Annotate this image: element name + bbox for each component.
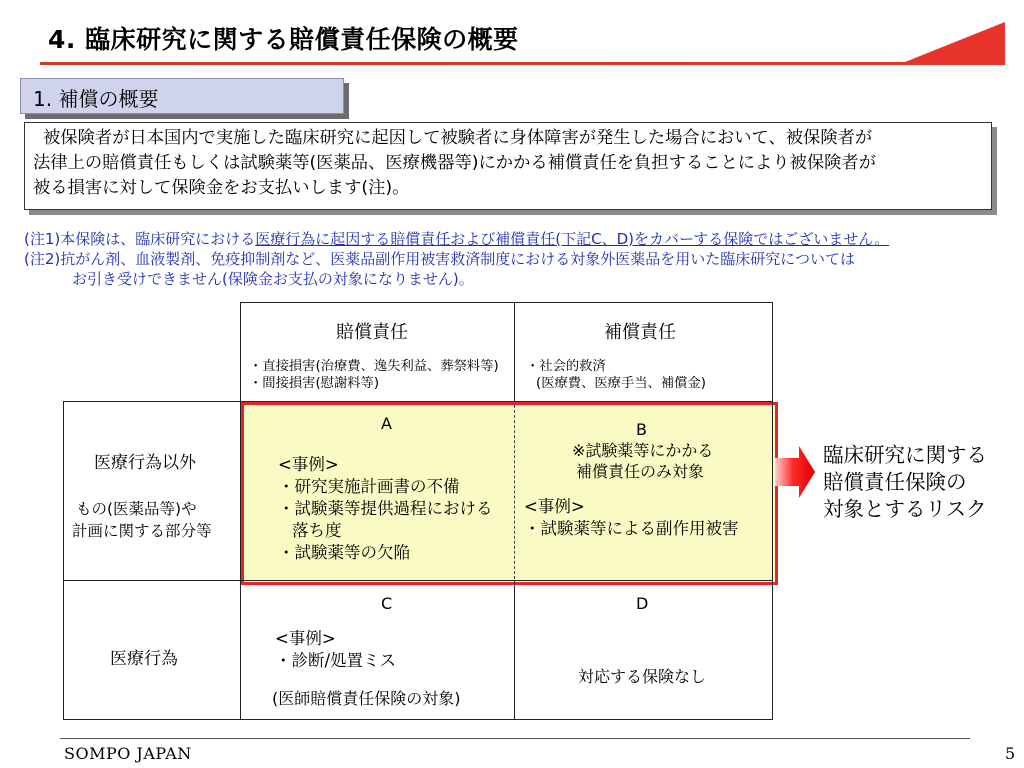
row-header-non-medical: 医療行為以外: [94, 453, 196, 473]
cell-b-note: [572, 440, 713, 482]
section-header: [20, 78, 344, 114]
col-liability-item: ・直接損害(治療費、逸失利益、葬祭料等): [249, 359, 499, 374]
note-1: [24, 229, 889, 249]
summary-line-1: 被保険者が日本国内で実施した臨床研究に起因して被験者に身体障害が発生した場合において、被保険者が: [43, 128, 873, 148]
grid-line: [514, 580, 515, 720]
col-compensation-item: ・社会的救済: [526, 359, 606, 374]
cell-a-example: ・試験薬等提供過程における: [278, 499, 493, 518]
summary-line-3: 被る損害に対して保険金をお支払いします(注)。: [33, 178, 410, 198]
grid-line: [772, 302, 773, 720]
cell-a-examples-title: <事例>: [278, 455, 339, 474]
title-underline: [40, 62, 1005, 65]
cell-divider-dashed: [514, 405, 515, 579]
note-1-prefix: (注1)本保険は、臨床研究における: [24, 230, 256, 248]
covered-risk-label-line: 賠償責任保険の: [823, 470, 967, 494]
covered-risk-label-line: 臨床研究に関する: [823, 443, 987, 467]
row-non-medical-sub-line: もの(医薬品等)や: [76, 500, 197, 518]
cell-b-letter: B: [636, 420, 647, 439]
cell-b-examples-title: <事例>: [524, 497, 585, 516]
note-2-line-1: (注2)抗がん剤、血液製剤、免疫抑制剤など、医薬品副作用被害救済制度における対象外医薬品を用いた臨床研究については: [24, 250, 855, 268]
page-title: 4. 臨床研究に関する賠償責任保険の概要: [48, 25, 519, 54]
arrow-right-icon: [775, 446, 815, 498]
grid-line: [240, 302, 773, 303]
summary-line-2: 法律上の賠償責任もしくは試験薬等(医薬品、医療機器等)にかかる補償責任を負担することにより被保険者が: [33, 153, 876, 173]
grid-line: [63, 401, 773, 402]
grid-line: [63, 719, 773, 720]
section-header-label: 1. 補償の概要: [33, 87, 159, 111]
cell-a-letter: A: [381, 414, 392, 433]
cell-b-example: ・試験薬等による副作用被害: [524, 519, 739, 538]
cell-b-note-line: ※試験薬等にかかる: [572, 441, 714, 460]
page-number: 5: [1005, 744, 1016, 763]
grid-line: [63, 580, 773, 581]
row-non-medical-sub-line: 計画に関する部分等: [72, 522, 212, 540]
cell-d-letter: D: [636, 594, 649, 613]
covered-risk-label: [823, 442, 987, 523]
col-compensation-item: (医療費、医療手当、補償金): [536, 376, 706, 391]
footer-divider: [60, 738, 970, 739]
cell-c-examples-title: <事例>: [275, 629, 336, 648]
cell-c-letter: C: [381, 594, 393, 613]
cell-c-example: ・診断/処置ミス: [275, 651, 397, 670]
row-non-medical-sub: [72, 498, 212, 542]
cell-c-examples: [275, 628, 396, 672]
footer-brand-logo: SOMPO JAPAN: [64, 744, 192, 763]
grid-line: [63, 401, 64, 720]
grid-line: [240, 302, 241, 720]
col-liability-items: [249, 358, 499, 392]
col-header-liability: 賠償責任: [336, 322, 408, 343]
col-liability-item: ・間接損害(慰謝料等): [249, 376, 380, 391]
cell-a-example: 落ち度: [292, 521, 342, 540]
cell-b-note-line: 補償責任のみ対象: [576, 462, 705, 481]
title-accent-wedge: [900, 22, 1005, 64]
cell-a-example: ・試験薬等の欠陥: [278, 543, 410, 562]
cell-b-examples: [524, 496, 739, 540]
cell-a-example: ・研究実施計画書の不備: [278, 477, 460, 496]
cell-c-footnote: (医師賠償責任保険の対象): [272, 689, 461, 708]
covered-risk-label-line: 対象とするリスク: [823, 497, 987, 521]
note-2-line-2: お引き受けできません(保険金お支払の対象になりません)。: [72, 270, 474, 288]
cell-a-examples: [278, 454, 493, 564]
cell-d-text: 対応する保険なし: [578, 667, 707, 686]
col-compensation-items: [526, 358, 706, 392]
col-header-compensation: 補償責任: [604, 322, 676, 343]
grid-line: [514, 302, 515, 402]
row-header-medical: 医療行為: [110, 649, 178, 669]
note-1-underlined: 医療行為に起因する賠償責任および補償責任(下記C、D)をカバーする保険ではございません。: [255, 230, 890, 248]
summary-box: [24, 122, 992, 210]
